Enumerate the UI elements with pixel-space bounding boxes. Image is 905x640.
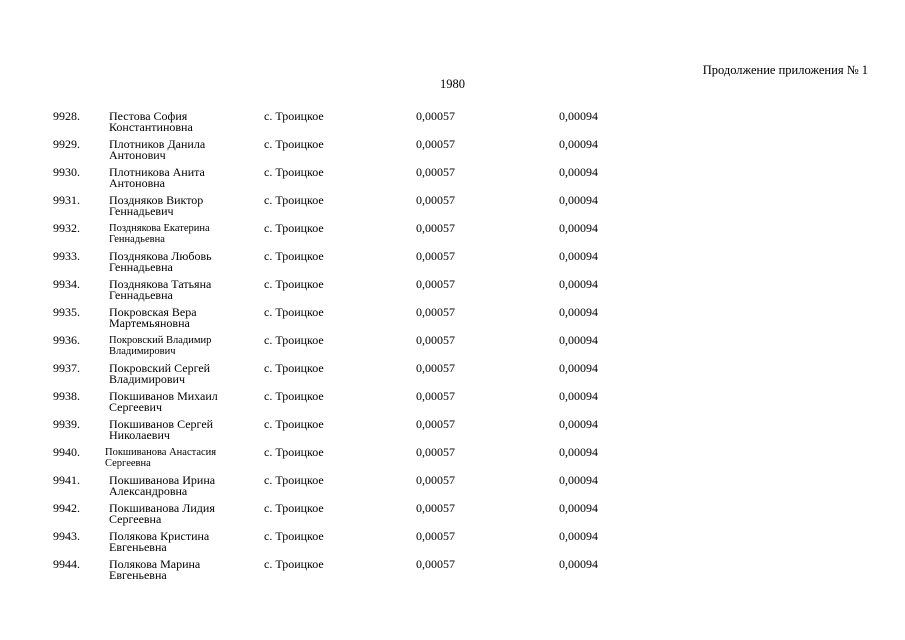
name-line-1: Покшиванов Михаил bbox=[109, 389, 218, 403]
name-line-1: Полякова Кристина bbox=[109, 529, 210, 543]
value-1: 0,00057 bbox=[416, 557, 455, 571]
value-2: 0,00094 bbox=[559, 389, 598, 403]
name-line-2: Геннадьевна bbox=[109, 260, 173, 274]
name-line-2: Геннадьевич bbox=[109, 204, 174, 218]
value-2: 0,00094 bbox=[559, 305, 598, 319]
table-row bbox=[0, 195, 905, 223]
table-row bbox=[0, 251, 905, 279]
name-line-2: Сергеевна bbox=[109, 512, 162, 526]
person-name bbox=[109, 167, 259, 189]
row-number: 9935. bbox=[53, 305, 80, 319]
row-number: 9937. bbox=[53, 361, 80, 375]
row-number: 9942. bbox=[53, 501, 80, 515]
place: с. Троицкое bbox=[264, 529, 324, 543]
table-row bbox=[0, 503, 905, 531]
value-2: 0,00094 bbox=[559, 165, 598, 179]
place: с. Троицкое bbox=[264, 305, 324, 319]
name-line-1: Покровская Вера bbox=[109, 305, 197, 319]
row-number: 9930. bbox=[53, 165, 80, 179]
value-2: 0,00094 bbox=[559, 109, 598, 123]
person-name bbox=[109, 363, 259, 385]
table-row bbox=[0, 167, 905, 195]
value-1: 0,00057 bbox=[416, 249, 455, 263]
value-1: 0,00057 bbox=[416, 445, 455, 459]
row-number: 9941. bbox=[53, 473, 80, 487]
continuation-note: Продолжение приложения № 1 bbox=[702, 63, 868, 77]
name-line-1: Покшиванова Ирина bbox=[109, 473, 216, 487]
value-1: 0,00057 bbox=[416, 529, 455, 543]
name-line-1: Позднякова Татьяна bbox=[109, 277, 212, 291]
name-line-1: Пестова София bbox=[109, 109, 188, 123]
table-row bbox=[0, 475, 905, 503]
value-2: 0,00094 bbox=[559, 473, 598, 487]
place: с. Троицкое bbox=[264, 249, 324, 263]
table-row bbox=[0, 391, 905, 419]
person-name bbox=[105, 447, 255, 469]
name-line-2: Антоновна bbox=[109, 176, 166, 190]
table-row bbox=[0, 307, 905, 335]
name-line-1: Позднякова Екатерина bbox=[109, 223, 210, 234]
name-line-2: Николаевич bbox=[109, 428, 170, 442]
table-row bbox=[0, 559, 905, 587]
value-1: 0,00057 bbox=[416, 305, 455, 319]
name-line-2: Владимирович bbox=[109, 372, 185, 386]
table-row bbox=[0, 419, 905, 447]
place: с. Троицкое bbox=[264, 417, 324, 431]
name-line-1: Покшиванов Сергей bbox=[109, 417, 214, 431]
value-1: 0,00057 bbox=[416, 417, 455, 431]
place: с. Троицкое bbox=[264, 473, 324, 487]
row-number: 9943. bbox=[53, 529, 80, 543]
value-2: 0,00094 bbox=[559, 137, 598, 151]
value-2: 0,00094 bbox=[559, 221, 598, 235]
value-2: 0,00094 bbox=[559, 193, 598, 207]
person-name bbox=[109, 307, 259, 329]
name-line-1: Плотникова Анита bbox=[109, 165, 205, 179]
place: с. Троицкое bbox=[264, 165, 324, 179]
allocation-table bbox=[0, 111, 905, 587]
person-name bbox=[109, 503, 259, 525]
person-name bbox=[109, 559, 259, 581]
value-1: 0,00057 bbox=[416, 501, 455, 515]
name-line-2: Александровна bbox=[109, 484, 188, 498]
place: с. Троицкое bbox=[264, 221, 324, 235]
person-name bbox=[109, 251, 259, 273]
row-number: 9929. bbox=[53, 137, 80, 151]
row-number: 9936. bbox=[53, 333, 80, 347]
name-line-1: Плотников Данила bbox=[109, 137, 206, 151]
name-line-2: Евгеньевна bbox=[109, 568, 167, 582]
row-number: 9932. bbox=[53, 221, 80, 235]
value-2: 0,00094 bbox=[559, 501, 598, 515]
place: с. Троицкое bbox=[264, 389, 324, 403]
name-line-1: Полякова Марина bbox=[109, 557, 201, 571]
value-1: 0,00057 bbox=[416, 109, 455, 123]
value-2: 0,00094 bbox=[559, 557, 598, 571]
place: с. Троицкое bbox=[264, 557, 324, 571]
person-name bbox=[109, 279, 259, 301]
place: с. Троицкое bbox=[264, 109, 324, 123]
person-name bbox=[109, 111, 259, 133]
place: с. Троицкое bbox=[264, 137, 324, 151]
person-name bbox=[109, 195, 259, 217]
table-row bbox=[0, 335, 905, 363]
value-2: 0,00094 bbox=[559, 249, 598, 263]
value-2: 0,00094 bbox=[559, 333, 598, 347]
value-1: 0,00057 bbox=[416, 221, 455, 235]
row-number: 9938. bbox=[53, 389, 80, 403]
place: с. Троицкое bbox=[264, 361, 324, 375]
name-line-2: Владимирович bbox=[109, 346, 176, 357]
table-row bbox=[0, 111, 905, 139]
person-name bbox=[109, 335, 259, 357]
person-name bbox=[109, 475, 259, 497]
name-line-2: Сергеевна bbox=[105, 458, 151, 469]
name-line-2: Геннадьевна bbox=[109, 288, 173, 302]
row-number: 9940. bbox=[53, 445, 80, 459]
place: с. Троицкое bbox=[264, 193, 324, 207]
name-line-1: Позднякова Любовь bbox=[109, 249, 212, 263]
table-row bbox=[0, 139, 905, 167]
name-line-2: Константиновна bbox=[109, 120, 193, 134]
value-1: 0,00057 bbox=[416, 473, 455, 487]
person-name bbox=[109, 419, 259, 441]
value-1: 0,00057 bbox=[416, 389, 455, 403]
name-line-2: Антонович bbox=[109, 148, 166, 162]
name-line-1: Покровский Владимир bbox=[109, 335, 212, 346]
name-line-2: Сергеевич bbox=[109, 400, 163, 414]
row-number: 9928. bbox=[53, 109, 80, 123]
value-2: 0,00094 bbox=[559, 277, 598, 291]
name-line-2: Евгеньевна bbox=[109, 540, 167, 554]
value-1: 0,00057 bbox=[416, 277, 455, 291]
table-row bbox=[0, 447, 905, 475]
value-2: 0,00094 bbox=[559, 417, 598, 431]
name-line-1: Покшиванова Лидия bbox=[109, 501, 215, 515]
row-number: 9939. bbox=[53, 417, 80, 431]
value-2: 0,00094 bbox=[559, 361, 598, 375]
row-number: 9933. bbox=[53, 249, 80, 263]
name-line-1: Покровский Сергей bbox=[109, 361, 211, 375]
name-line-2: Геннадьевна bbox=[109, 234, 165, 245]
value-1: 0,00057 bbox=[416, 165, 455, 179]
value-2: 0,00094 bbox=[559, 445, 598, 459]
place: с. Троицкое bbox=[264, 501, 324, 515]
place: с. Троицкое bbox=[264, 277, 324, 291]
row-number: 9934. bbox=[53, 277, 80, 291]
value-1: 0,00057 bbox=[416, 137, 455, 151]
place: с. Троицкое bbox=[264, 333, 324, 347]
person-name bbox=[109, 391, 259, 413]
person-name bbox=[109, 139, 259, 161]
value-1: 0,00057 bbox=[416, 361, 455, 375]
value-1: 0,00057 bbox=[416, 193, 455, 207]
place: с. Троицкое bbox=[264, 445, 324, 459]
table-row bbox=[0, 363, 905, 391]
row-number: 9944. bbox=[53, 557, 80, 571]
value-2: 0,00094 bbox=[559, 529, 598, 543]
name-line-1: Покшиванова Анастасия bbox=[105, 447, 217, 458]
row-number: 9931. bbox=[53, 193, 80, 207]
name-line-2: Мартемьяновна bbox=[109, 316, 190, 330]
page-number: 1980 bbox=[440, 77, 465, 91]
table-row bbox=[0, 223, 905, 251]
person-name bbox=[109, 223, 259, 245]
person-name bbox=[109, 531, 259, 553]
table-row bbox=[0, 531, 905, 559]
name-line-1: Поздняков Виктор bbox=[109, 193, 204, 207]
value-1: 0,00057 bbox=[416, 333, 455, 347]
table-row bbox=[0, 279, 905, 307]
